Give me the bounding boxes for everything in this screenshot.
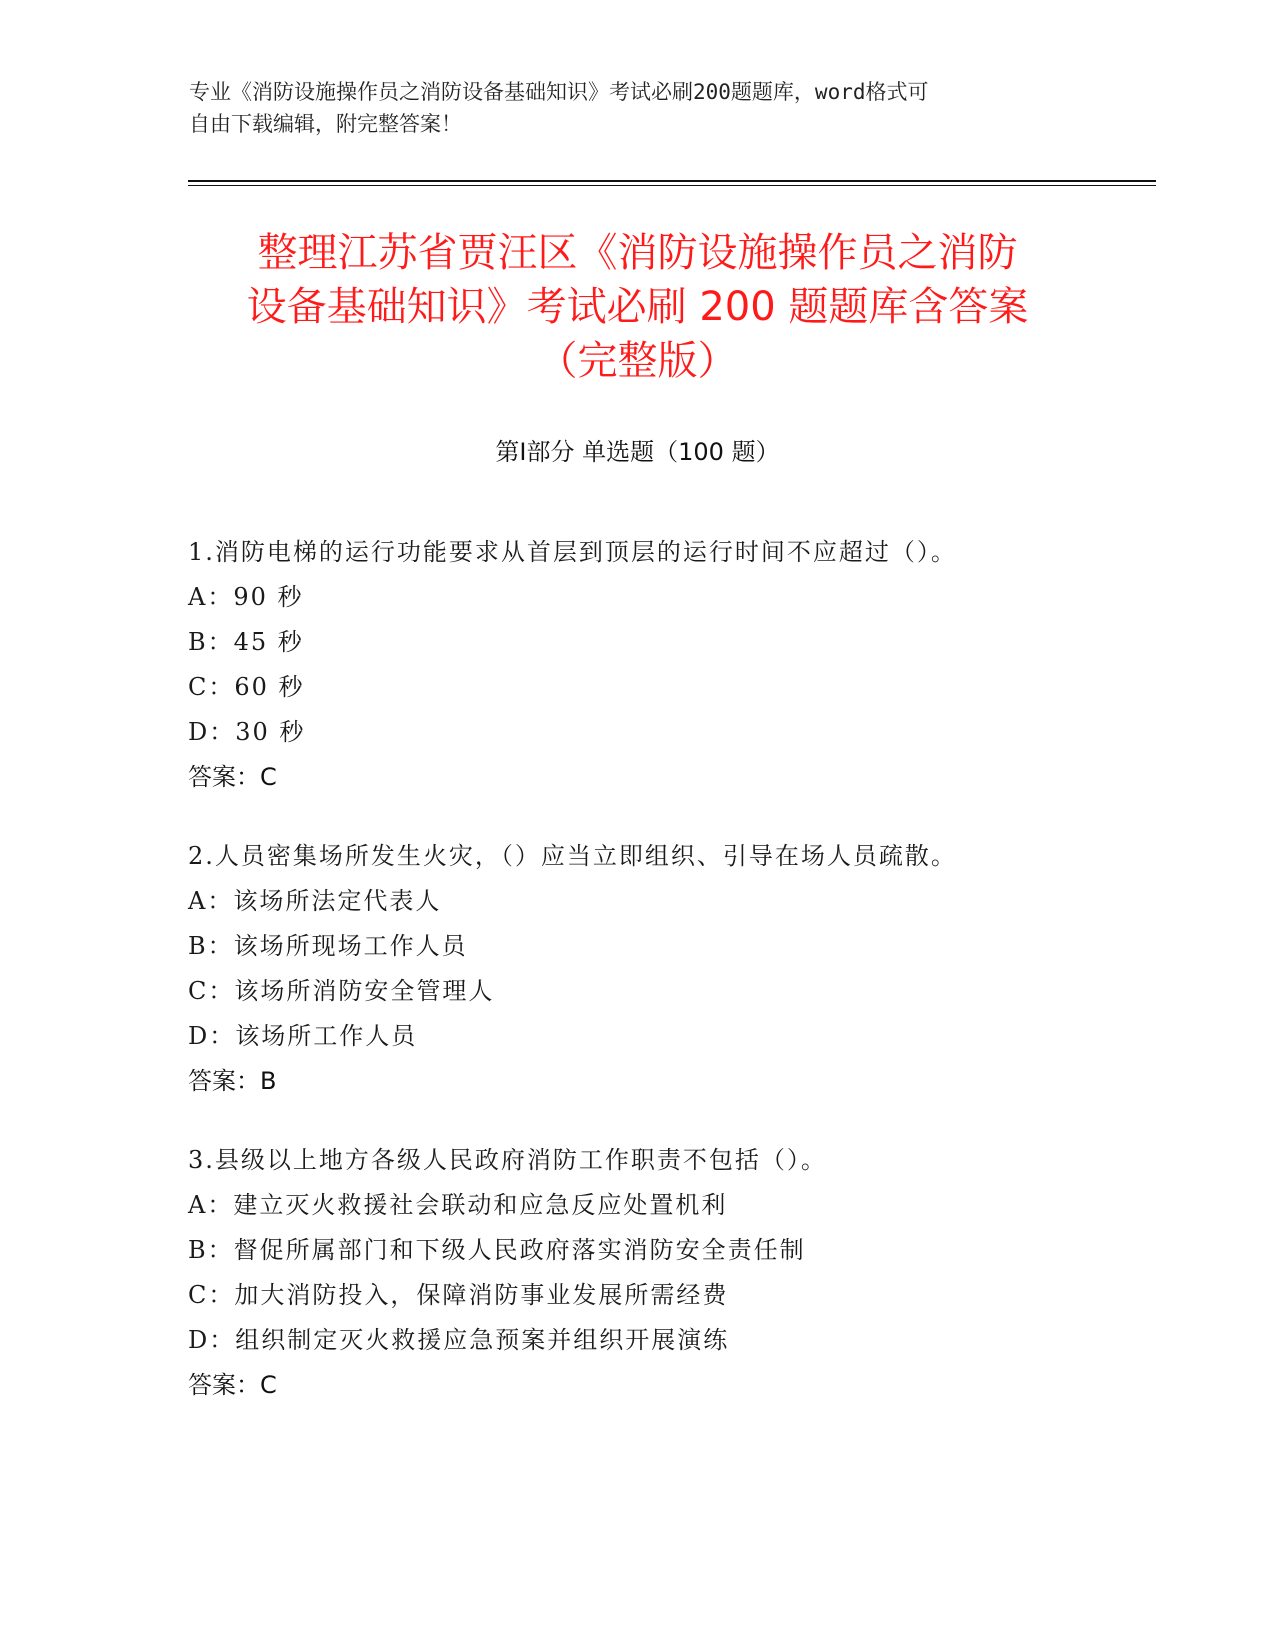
header-note-line-1: 专业《消防设施操作员之消防设备基础知识》考试必刷200题题库，word格式可 [189, 80, 929, 104]
header-rule-thick [188, 180, 1156, 182]
header-rule-thin [188, 185, 1156, 186]
option-b: B：45 秒 [188, 628, 304, 656]
question-stem: 2.人员密集场所发生火灾，（）应当立即组织、引导在场人员疏散。 [188, 842, 957, 870]
option-c: C：加大消防投入，保障消防事业发展所需经费 [188, 1281, 729, 1309]
header-note [189, 76, 1069, 140]
question-list [188, 530, 1088, 1442]
question-2 [188, 834, 1088, 1104]
question-3 [188, 1138, 1088, 1408]
option-d: D：组织制定灭火救援应急预案并组织开展演练 [188, 1326, 730, 1354]
option-b: B：该场所现场工作人员 [188, 932, 468, 960]
option-d: D：该场所工作人员 [188, 1022, 418, 1050]
option-a: A：该场所法定代表人 [188, 887, 442, 915]
document-title [150, 226, 1125, 388]
option-a: A：90 秒 [188, 583, 304, 611]
option-a: A：建立灭火救援社会联动和应急反应处置机利 [188, 1191, 728, 1219]
option-c: C：该场所消防安全管理人 [188, 977, 495, 1005]
document-title-line-1: 整理江苏省贾汪区《消防设施操作员之消防 [257, 230, 1018, 276]
question-1 [188, 530, 1088, 800]
option-c: C：60 秒 [188, 673, 305, 701]
answer: 答案：C [188, 1371, 277, 1399]
document-title-line-2: 设备基础知识》考试必刷 200 题题库含答案 [246, 284, 1029, 330]
option-d: D：30 秒 [188, 718, 306, 746]
option-b: B：督促所属部门和下级人民政府落实消防安全责任制 [188, 1236, 806, 1264]
document-title-line-3: （完整版） [537, 338, 738, 384]
section-heading: 第Ⅰ部分 单选题（100 题） [495, 438, 780, 466]
question-stem: 3.县级以上地方各级人民政府消防工作职责不包括（）。 [188, 1146, 827, 1174]
answer: 答案：B [188, 1067, 277, 1095]
question-stem: 1.消防电梯的运行功能要求从首层到顶层的运行时间不应超过（）。 [188, 538, 957, 566]
answer: 答案：C [188, 763, 277, 791]
header-note-line-2: 自由下载编辑，附完整答案！ [189, 112, 462, 136]
